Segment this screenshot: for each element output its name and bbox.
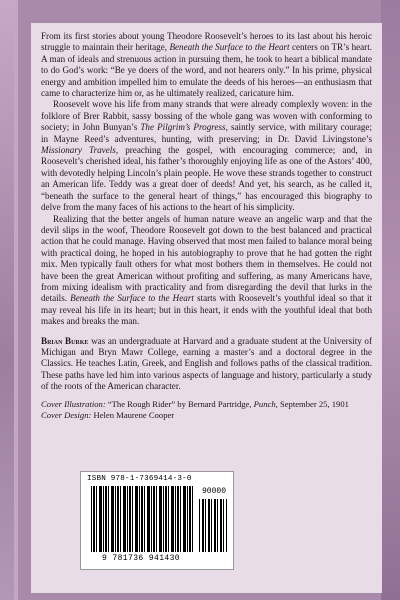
left-accent-stripe bbox=[14, 0, 18, 600]
text-run: , saintly service, with military courage; in Mayne Reed’s adventures, hunting, with preserving; in Dr. David Livingstone’s bbox=[41, 122, 372, 144]
author-bio bbox=[41, 336, 372, 393]
isbn-label: ISBN 978-1-7369414-3-0 bbox=[87, 475, 192, 483]
ean-barcode-bars bbox=[91, 486, 195, 552]
credit-source: Punch bbox=[253, 398, 276, 409]
book-title: Beneath the Surface to the Heart bbox=[70, 293, 194, 304]
blurb-paragraph-1 bbox=[41, 31, 372, 99]
blurb-paragraph-2 bbox=[41, 99, 372, 213]
author-name: Brian Burke bbox=[41, 335, 89, 346]
text-run: From its first stories about young Theodore Roosevelt’s heroes to its last about his heroic struggle to maintain their heritage, bbox=[41, 31, 372, 53]
price-addon-number: 90000 bbox=[201, 487, 226, 496]
credit-label: Cover Illustration: bbox=[41, 398, 106, 409]
design-credit bbox=[41, 410, 372, 421]
credit-label: Cover Design: bbox=[41, 409, 92, 420]
right-border-strip bbox=[381, 0, 400, 600]
left-border-strip bbox=[0, 0, 14, 600]
text-run: , preaching the gospel, with encouraging commerce; and, in Roosevelt’s cherished ideal, his father’s thoroughly enjoying life as one of the Astors’ 400, with devotedly helping Lincoln’s plain people. He wove these strands together to construct an American life. Teddy was a great doer of deeds! And yet, his search, as he called it, “beneath the surface to the general heart of things,” has encouraged this biography to delve from the many faces of his actions to the heart of his simplicity. bbox=[41, 145, 372, 213]
work-title: Missionary Travels bbox=[41, 145, 116, 156]
text-run: starts with Roosevelt’s youthful ideal so that it may reveal his life in its heart; but in this heart, it ends with the youthful ideal that both makes and breaks the man. bbox=[41, 293, 372, 327]
credit-text: “The Rough Rider” by Bernard Partridge, bbox=[105, 398, 254, 409]
cover-credits bbox=[41, 399, 372, 421]
author-bio-text: was an undergraduate at Harvard and a graduate student at the University of Michigan and Bryn Mawr College, earning a master’s and a doctoral degree in the Classics. He teaches Latin, Greek, and English and follows paths of the classical tradition. These paths have led him into various aspects of language and history, particularly a study of the roots of the American character. bbox=[41, 335, 372, 392]
text-run: Roosevelt wove his life from many strands that were already complexly woven: in the folklore of Brer Rabbit, sassy bossing of the whole gang was woven with conforming to society; in John Bunyan’s bbox=[41, 99, 372, 133]
blurb-paragraph-3 bbox=[41, 214, 372, 328]
text-run: centers on TR’s heart. A man of ideals and strenuous action in pursuing them, he took to heart a biblical mandate to do God’s work: “Be ye doers of the word, and not hearers only.” In his prime, physical energy and ambition impelled him to emulate the deeds of his heroes—an enthusiasm that came to characterize him or, as he ultimately realized, caricature him. bbox=[41, 42, 373, 99]
barcode-digits: 9 781736 941430 bbox=[101, 554, 180, 563]
illustration-credit bbox=[41, 399, 372, 410]
credit-date: , September 25, 1901 bbox=[275, 398, 349, 409]
work-title: The Pilgrim’s Progress bbox=[140, 122, 226, 133]
addon-barcode-bars bbox=[199, 499, 227, 552]
book-title: Beneath the Surface to the Heart bbox=[169, 42, 290, 53]
text-run: Realizing that the better angels of human nature weave an angelic warp and that the devil slips in the woof, Theodore Roosevelt got down to the best balanced and practical action that he could manage. Having observed that most men failed to balance moral being with practical doing, he hoped in his autobiography to prove that he had gotten the right mix. Men typically fault others for what most bothers them in themselves. He could not have been the great American without profiting and suffering, as many Americans have, from mixing idealism with practicality and from disregarding the devil that lurks in the details. bbox=[41, 213, 372, 304]
isbn-barcode bbox=[80, 471, 234, 570]
credit-text: Helen Maurene Cooper bbox=[91, 409, 175, 420]
